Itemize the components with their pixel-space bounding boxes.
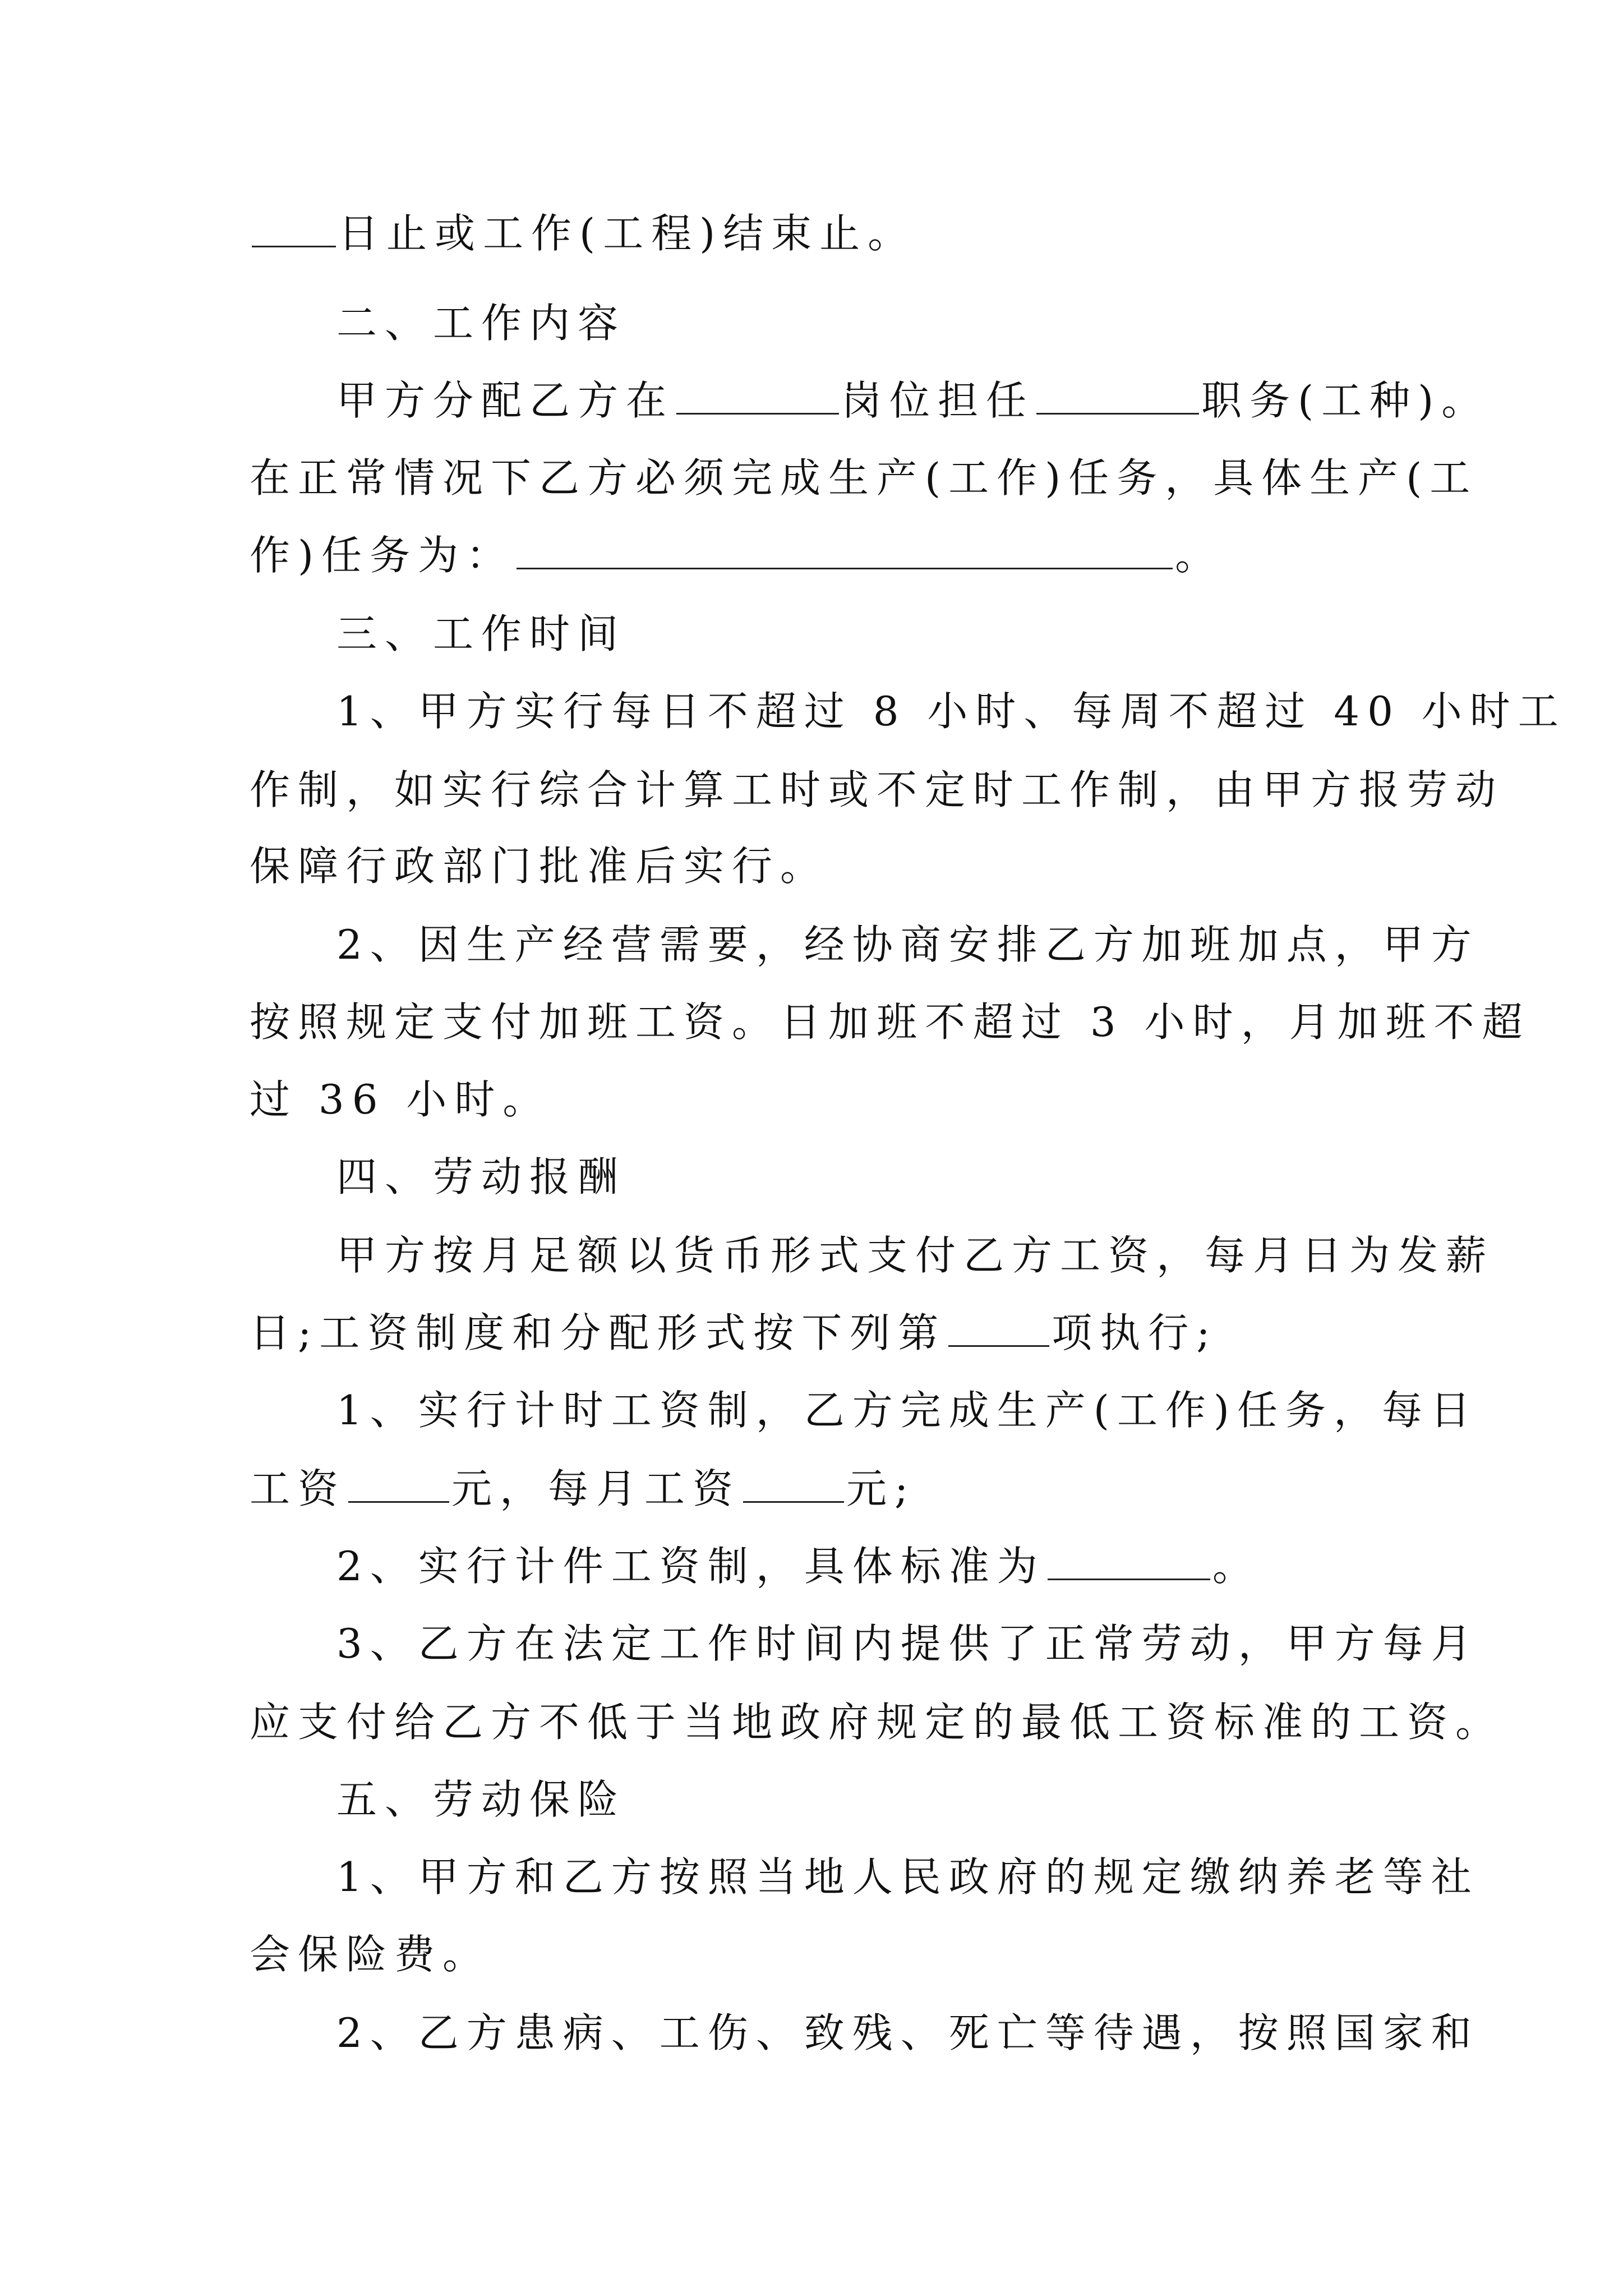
text-segment: 。	[1212, 1543, 1261, 1590]
text-segment: 会保险费。	[250, 1931, 491, 1978]
text-line	[336, 374, 1490, 427]
fill-in-blank	[676, 402, 839, 415]
text-line	[336, 1383, 1478, 1437]
text-line	[250, 1073, 551, 1126]
text-segment: 甲方按月足额以货币形式支付乙方工资，每月日为发薪	[336, 1232, 1495, 1279]
text-segment: 日止或工作(工程)结束止。	[338, 210, 916, 257]
text-line	[250, 1306, 1218, 1360]
text-line	[250, 1927, 491, 1981]
text-segment: 日;工资制度和分配形式按下列第	[250, 1309, 947, 1356]
text-line	[250, 995, 1530, 1049]
text-line	[336, 684, 1566, 738]
text-segment: 作)任务为：	[250, 532, 515, 579]
text-segment: 2、乙方患病、工伤、致残、死亡等待遇，按照国家和	[336, 2009, 1479, 2056]
text-line	[250, 528, 1223, 582]
text-segment: 项执行;	[1052, 1309, 1218, 1356]
text-line	[250, 1462, 916, 1516]
text-segment: 。	[1175, 532, 1224, 579]
fill-in-blank	[1048, 1567, 1210, 1580]
text-segment: 元;	[846, 1465, 916, 1512]
fill-in-blank	[252, 234, 336, 247]
text-line	[336, 1850, 1479, 1904]
text-segment: 三、工作时间	[336, 610, 626, 657]
text-line	[336, 607, 626, 661]
text-line	[250, 451, 1478, 505]
text-segment: 过 36 小时。	[250, 1076, 551, 1123]
text-segment: 甲方分配乙方在	[336, 377, 675, 424]
text-segment: 职务(工种)。	[1201, 377, 1490, 424]
text-line	[250, 1695, 1504, 1749]
fill-in-blank	[1036, 402, 1199, 415]
text-line	[250, 763, 1504, 817]
text-line	[336, 1617, 1479, 1671]
text-line	[250, 206, 916, 260]
text-line	[336, 296, 626, 350]
text-segment: 按照规定支付加班工资。日加班不超过 3 小时，月加班不超	[250, 999, 1530, 1046]
text-segment: 1、甲方实行每日不超过 8 小时、每周不超过 40 小时工	[336, 688, 1566, 735]
text-segment: 应支付给乙方不低于当地政府规定的最低工资标准的工资。	[250, 1699, 1504, 1746]
text-segment: 工资	[250, 1465, 347, 1512]
text-segment: 作制，如实行综合计算工时或不定时工作制，由甲方报劳动	[250, 766, 1504, 813]
fill-in-blank	[743, 1490, 844, 1503]
text-segment: 五、劳动保险	[336, 1776, 626, 1823]
text-line	[336, 1228, 1494, 1282]
text-line	[336, 918, 1479, 972]
text-line	[250, 839, 828, 893]
text-segment: 1、甲方和乙方按照当地人民政府的规定缴纳养老等社	[336, 1853, 1479, 1901]
text-segment: 2、因生产经营需要，经协商安排乙方加班加点，甲方	[336, 921, 1479, 968]
text-segment: 二、工作内容	[336, 300, 626, 347]
fill-in-blank	[348, 1490, 449, 1503]
text-segment: 元，每月工资	[451, 1465, 741, 1512]
text-line	[336, 1773, 626, 1826]
text-line	[336, 2006, 1479, 2060]
text-segment: 2、实行计件工资制，具体标准为	[336, 1543, 1045, 1590]
fill-in-blank	[517, 556, 1173, 569]
text-segment: 保障行政部门批准后实行。	[250, 843, 829, 890]
text-line	[336, 1539, 1261, 1593]
text-segment: 在正常情况下乙方必须完成生产(工作)任务，具体生产(工	[250, 454, 1478, 501]
text-segment: 1、实行计时工资制，乙方完成生产(工作)任务，每日	[336, 1387, 1478, 1434]
text-segment: 3、乙方在法定工作时间内提供了正常劳动，甲方每月	[336, 1620, 1479, 1667]
text-segment: 四、劳动报酬	[336, 1153, 626, 1200]
fill-in-blank	[948, 1334, 1049, 1347]
text-segment: 岗位担任	[841, 377, 1035, 424]
text-line	[336, 1150, 626, 1204]
